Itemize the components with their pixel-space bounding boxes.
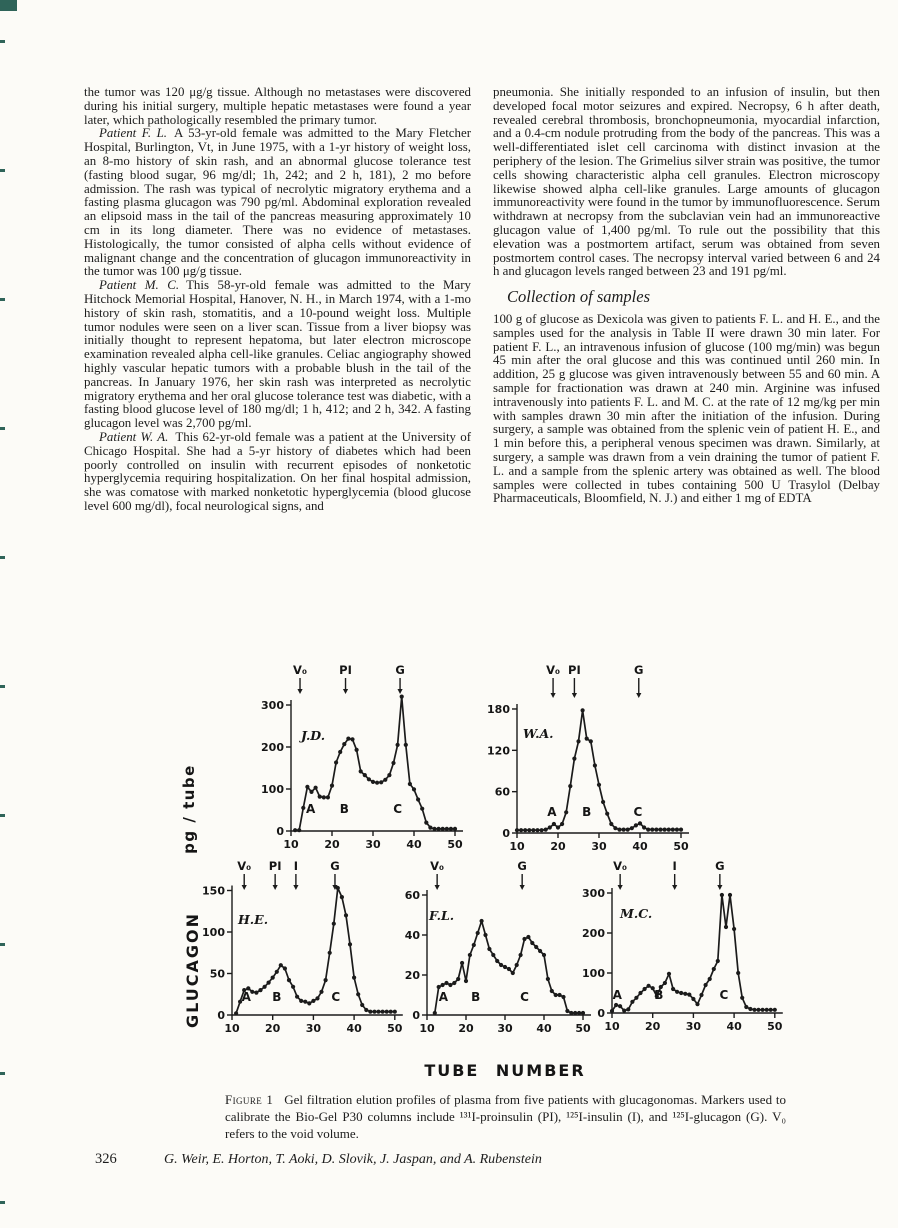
paragraph-text: This 62-yr-old female was a patient at the University of Chicago Hospital. She had a 5-yr history of diabetes which had been poorly controlled on insulin with recurrent episodes of nonketotic hyperglycemia requiring hospitalization. On her final hospital admission, she was comatose with marked nonketotic hyperglycemia (blood glucose level 600 mg/dl), focal neurological signs, and — [84, 429, 471, 513]
page-number: 326 — [95, 1151, 117, 1167]
patient-initials-label: H.E. — [238, 912, 269, 927]
x-tick-label: 50 — [575, 1022, 591, 1035]
y-tick-label: 20 — [404, 969, 420, 982]
x-tick-label: 30 — [497, 1022, 513, 1035]
peak-zone-label: B — [272, 990, 282, 1004]
patient-initials-label: W.A. — [523, 726, 554, 741]
peak-zone-label: B — [582, 805, 592, 819]
y-tick-label: 0 — [412, 1009, 420, 1022]
peak-zone-label: C — [719, 988, 729, 1002]
y-tick-label: 0 — [502, 827, 510, 840]
calibration-marker-label: I — [672, 859, 677, 873]
paragraph-patient-mc — [84, 279, 471, 431]
scan-edge-marks — [0, 40, 5, 1220]
peak-zone-label: B — [471, 990, 481, 1004]
chart-wa — [487, 663, 689, 853]
y-tick-label: 120 — [487, 744, 510, 758]
peak-zone-label: B — [339, 802, 349, 816]
marker-arrowhead — [618, 885, 623, 890]
y-tick-label: 40 — [404, 929, 420, 942]
x-tick-label: 20 — [458, 1022, 474, 1035]
figure-caption — [225, 1092, 786, 1142]
y-tick-label: 50 — [209, 967, 225, 981]
marker-arrowhead — [717, 885, 722, 890]
marker-arrowhead — [435, 885, 440, 890]
calibration-marker-label: PI — [339, 663, 352, 677]
paragraph-patient-wa — [84, 431, 471, 514]
y-tick-label: 100 — [202, 926, 225, 939]
chart-he — [202, 859, 403, 1035]
figure-label: Figure 1 — [225, 1092, 274, 1107]
y-tick-label: 100 — [261, 783, 284, 796]
paragraph-text: 100 g of glucose as Dexicola was given to patients F. L. and H. E., and the samples used for the analysis in Table II were drawn 30 min later. For patient F. L., an intravenous infusion of glucose (100 mg/min) was begun 45 min after the oral glucose and this was continued until 260 min. In addition, 25 g glucose was given intravenously between 55 and 60 min. A sample for fractionation was drawn at 240 min. Arginine was infused intravenously into patients F. L. and M. C. at the rate of 12 mg/kg per min with samples drawn 30 min after the initiation of the infusion. During surgery, a sample was obtained from the splenic vein of patient H. E., and 1 min before this, a peripheral venous specimen was drawn. Similarly, at surgery, a sample was drawn from a vein draining the tumor of patient F. L. and a sample from the splenic artery was obtained as well. The blood samples were collected in tubes containing 500 U Trasylol (Delbay Pharmaceuticals, Bloomfield, N. J.) and either 1 mg of EDTA — [493, 311, 880, 506]
x-tick-label: 30 — [685, 1020, 702, 1033]
peak-zone-label: A — [306, 802, 316, 816]
y-axis-label-pg-per-tube: pg / tube — [180, 764, 198, 854]
peak-zone-label: A — [547, 805, 557, 819]
peak-zone-label: A — [612, 988, 622, 1002]
y-tick-label: 200 — [261, 741, 284, 754]
left-column — [84, 86, 471, 514]
y-tick-label: 150 — [202, 884, 225, 898]
peak-zone-label: A — [241, 990, 251, 1004]
x-tick-label: 10 — [509, 840, 525, 853]
paragraph-continuation — [84, 86, 471, 127]
figure-caption-text: Gel filtration elution profiles of plasma from five patients with glucagonomas. Markers used to calibrate the Bio-Gel P30 columns include ¹³¹I-proinsulin (PI), ¹²⁵I-insulin (I), and ¹²⁵I-glucagon (G). V₀ refers to the void volume. — [225, 1092, 786, 1141]
y-tick-label: 0 — [597, 1007, 605, 1020]
x-tick-label: 40 — [536, 1022, 552, 1035]
calibration-marker-label: G — [395, 663, 405, 677]
y-tick-label: 60 — [494, 785, 510, 799]
patient-initials-label: M.C. — [620, 906, 653, 921]
x-tick-label: 50 — [447, 838, 463, 851]
page-footer — [95, 1151, 542, 1168]
paragraph-text: A 53-yr-old female was admitted to the Mary Fletcher Hospital, Burlington, Vt, in June 1975, with a 1-yr history of weight loss, an 8-mo history of skin rash, and an abnormal glucose tolerance test (fasting blood sugar, 96 mg/dl; 1h, 242; and 2 h, 181), 2 mo before admission. The rash was typical of necrolytic migratory erythema and a fasting plasma glucagon was 790 pg/ml. Abdominal exploration revealed an elipsoid mass in the tail of the pancreas measuring approximately 10 cm in its long diameter. There was no evidence of metastases. Histologically, the tumor consisted of alpha cells without evidence of malignant change and the concentration of glucagon immunoreactivity in the tumor was 100 μg/g tissue. — [84, 126, 471, 279]
y-tick-label: 300 — [261, 699, 284, 712]
two-column-text — [84, 86, 880, 514]
marker-arrowhead — [343, 689, 348, 694]
x-tick-label: 30 — [591, 840, 607, 853]
paragraph-collection — [493, 313, 880, 506]
x-tick-label: 30 — [365, 838, 381, 851]
chart-fl — [405, 859, 591, 1035]
chart-jd — [261, 663, 463, 851]
y-axis-label-glucagon: GLUCAGON — [183, 912, 202, 1028]
marker-arrowhead — [672, 885, 677, 890]
peak-zone-label: C — [633, 805, 643, 819]
calibration-marker-label: V₀ — [237, 859, 252, 873]
scan-corner-mark — [0, 0, 17, 11]
x-tick-label: 10 — [604, 1020, 620, 1033]
x-tick-label: 20 — [265, 1022, 281, 1035]
section-heading-collection-of-samples: Collection of samples — [507, 287, 650, 307]
paragraph-patient-fl — [84, 127, 471, 279]
calibration-marker-label: V₀ — [613, 859, 628, 873]
paragraph-text: pneumonia. She initially responded to an infusion of insulin, but then developed focal motor seizures and expired. Necropsy, 6 h after death, revealed cerebral thrombosis, bronchopneumonia, myocardial infarction, and a 0.4-cm nodule protruding from the body of the pancreas. This was a well-differentiated islet cell carcinoma with distinct invasion at the periphery of the lesion. The Grimelius silver strain was positive, the tumor cells showing characteristic alpha cell granules. Electron microscopy likewise showed alpha cell-like granules. Large amounts of glucagon immunoreactivity were found in the tumor by immunofluorescence. Serum withdrawn at necropsy from the subclavian vein had an immunoreactive glucagon value of 1,400 pg/ml. To rule out the possibility that this elevation was a postmortem artifact, serum was obtained from seven postmortem control cases. The necropsy interval varied between 6 and 24 h and glucagon levels ranged between 23 and 191 pg/ml. — [493, 85, 880, 279]
x-tick-label: 40 — [632, 840, 648, 853]
calibration-marker-label: V₀ — [430, 859, 445, 873]
marker-arrowhead — [572, 693, 577, 698]
x-tick-label: 40 — [346, 1022, 362, 1035]
running-authors: G. Weir, E. Horton, T. Aoki, D. Slovik, J. Jaspan, and A. Rubenstein — [164, 1152, 542, 1167]
peak-zone-label: C — [331, 990, 341, 1004]
patient-mc-label: Patient M. C. — [99, 278, 180, 293]
x-tick-label: 20 — [645, 1020, 661, 1033]
x-tick-label: 40 — [726, 1020, 742, 1033]
patient-wa-label: Patient W. A. — [99, 429, 169, 444]
y-tick-label: 0 — [276, 825, 284, 838]
elution-profile-line — [236, 888, 395, 1013]
x-tick-label: 10 — [419, 1022, 435, 1035]
x-tick-label: 50 — [673, 840, 689, 853]
patient-fl-label: Patient F. L. — [99, 126, 168, 141]
marker-arrowhead — [297, 689, 302, 694]
x-tick-label: 30 — [305, 1022, 322, 1035]
x-tick-label: 20 — [324, 838, 340, 851]
peak-zone-label: C — [520, 990, 529, 1004]
paragraph-text: This 58-yr-old female was admitted to the Mary Hitchock Memorial Hospital, Hanover, N. H., in March 1974, with a 1-mo history of skin rash, stomatitis, and a 10-pound weight loss. Multiple tumor nodules were seen on a liver scan. Tissue from a liver biopsy was initially thought to represent hepatoma, but later electron microscope examination revealed alpha cell-like granules. Celiac angiography showed highly vascular hepatic tumors with a probable blush in the tail of the pancreas. In January 1976, her skin rash was interpreted as necrolytic migratory erythema and her oral glucose tolerance test was diabetic, with a fasting blood glucose level of 180 mg/dl; 1 h, 412; and 2 h, 342. A fasting glucagon level was 2,700 pg/ml. — [84, 278, 471, 431]
right-column — [493, 86, 880, 514]
peak-zone-label: A — [438, 990, 449, 1004]
x-axis-label-tube-number: TUBE NUMBER — [424, 1061, 586, 1080]
y-tick-label: 0 — [217, 1009, 225, 1022]
peak-zone-label: B — [654, 988, 664, 1002]
paragraph-text: the tumor was 120 μg/g tissue. Although no metastases were discovered during his initial surgery, multiple hepatic metastases were found a year later, which pathologically resembled the primary tumor. — [84, 85, 471, 127]
calibration-marker-label: V₀ — [293, 663, 307, 677]
marker-arrowhead — [550, 693, 555, 698]
x-tick-label: 40 — [406, 838, 422, 851]
calibration-marker-label: V₀ — [546, 663, 561, 677]
y-tick-label: 300 — [582, 887, 605, 900]
y-tick-label: 180 — [487, 702, 510, 716]
calibration-marker-label: G — [330, 859, 340, 873]
paragraph-necropsy — [493, 86, 880, 279]
x-tick-label: 20 — [550, 840, 566, 853]
y-tick-label: 60 — [404, 889, 420, 902]
marker-arrowhead — [242, 885, 247, 890]
x-tick-label: 50 — [387, 1022, 403, 1035]
calibration-marker-label: G — [634, 663, 644, 677]
figure-1-charts — [168, 652, 808, 1087]
calibration-marker-label: PI — [568, 663, 581, 677]
patient-initials-label: F.L. — [429, 908, 455, 923]
x-tick-label: 50 — [767, 1020, 783, 1033]
y-tick-label: 200 — [582, 927, 605, 940]
y-tick-label: 100 — [582, 967, 605, 980]
marker-arrowhead — [397, 689, 402, 694]
peak-zone-label: C — [393, 802, 403, 816]
chart-mc — [582, 859, 783, 1033]
x-tick-label: 10 — [283, 838, 299, 851]
marker-arrowhead — [273, 885, 278, 890]
calibration-marker-label: G — [517, 859, 527, 873]
calibration-marker-label: PI — [268, 859, 282, 873]
calibration-marker-label: G — [715, 859, 725, 873]
elution-profile-line — [295, 697, 455, 831]
patient-initials-label: J.D. — [301, 728, 326, 743]
calibration-marker-label: I — [293, 859, 299, 873]
marker-arrowhead — [293, 885, 298, 890]
x-tick-label: 10 — [224, 1022, 240, 1035]
marker-arrowhead — [520, 885, 525, 890]
marker-arrowhead — [636, 693, 641, 698]
